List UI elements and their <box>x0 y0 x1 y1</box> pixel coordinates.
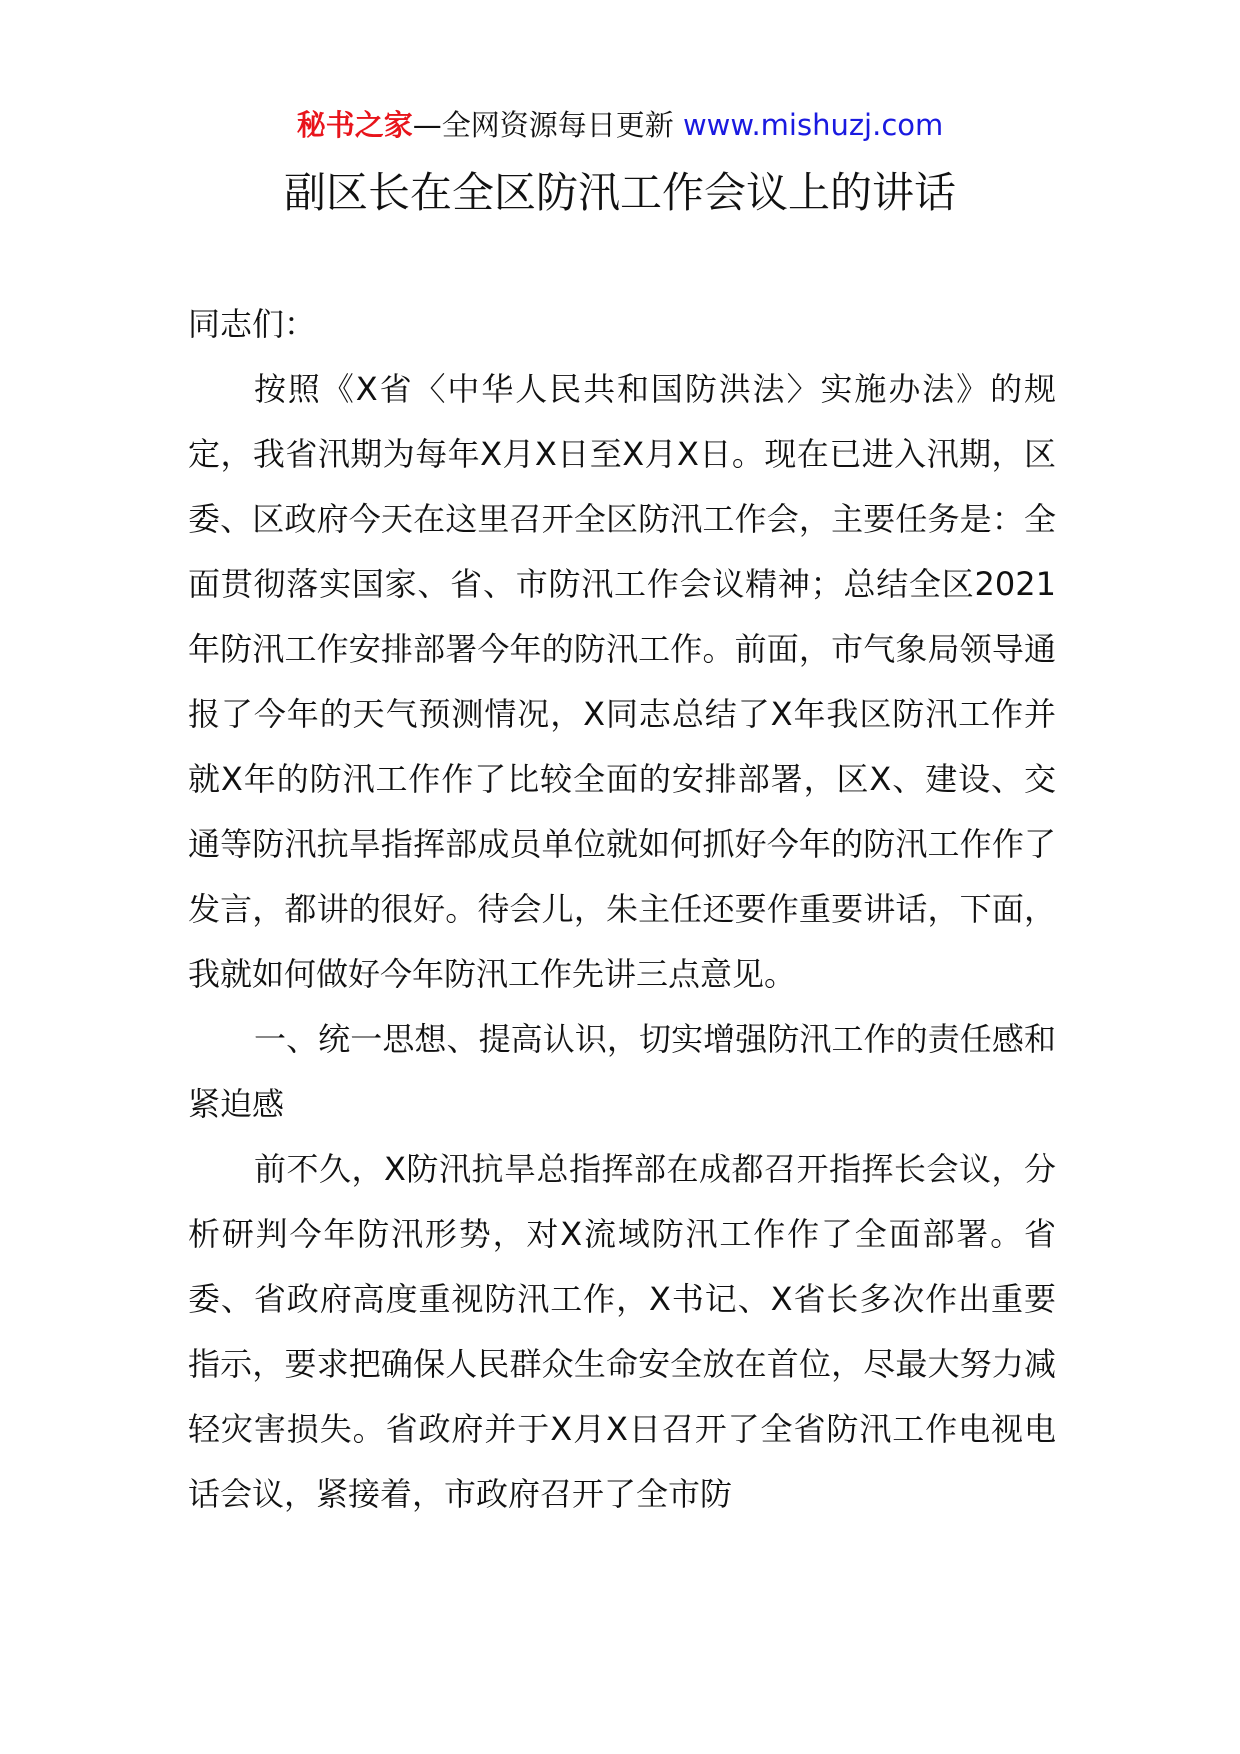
greeting: 同志们： <box>188 305 317 343</box>
site-header <box>0 100 1240 150</box>
paragraph-section-1: 前不久，X防汛抗旱总指挥部在成都召开指挥长会议，分析研判今年防汛形势，对X流域防汛工作作了全面部署。省委、省政府高度重视防汛工作，X书记、X省长多次作出重要指示，要求把确保人民群众生命安全放在首位，尽最大努力减轻灾害损失。省政府并于X月X日召开了全省防汛工作电视电话会议，紧接着，市政府召开了全市防 <box>188 1150 1056 1513</box>
site-slogan: —全网资源每日更新 <box>412 108 683 142</box>
site-brand: 秘书之家 <box>296 108 413 142</box>
document-body <box>188 292 1056 1527</box>
paragraph-intro: 按照《X省〈中华人民共和国防洪法〉实施办法》的规定，我省汛期为每年X月X日至X月X日。现在已进入汛期，区委、区政府今天在这里召开全区防汛工作会，主要任务是：全面贯彻落实国家、省、市防汛工作会议精神；总结全区2021年防汛工作安排部署今年的防汛工作。前面，市气象局领导通报了今年的天气预测情况，X同志总结了X年我区防汛工作并就X年的防汛工作作了比较全面的安排部署，区X、建设、交通等防汛抗旱指挥部成员单位就如何抓好今年的防汛工作作了发言，都讲的很好。待会儿，朱主任还要作重要讲话，下面，我就如何做好今年防汛工作先讲三点意见。 <box>188 370 1056 993</box>
site-url-link[interactable]: www.mishuzj.com <box>682 108 944 142</box>
section-heading-1: 一、统一思想、提高认识，切实增强防汛工作的责任感和紧迫感 <box>188 1020 1056 1123</box>
document-title: 副区长在全区防汛工作会议上的讲话 <box>283 168 956 217</box>
